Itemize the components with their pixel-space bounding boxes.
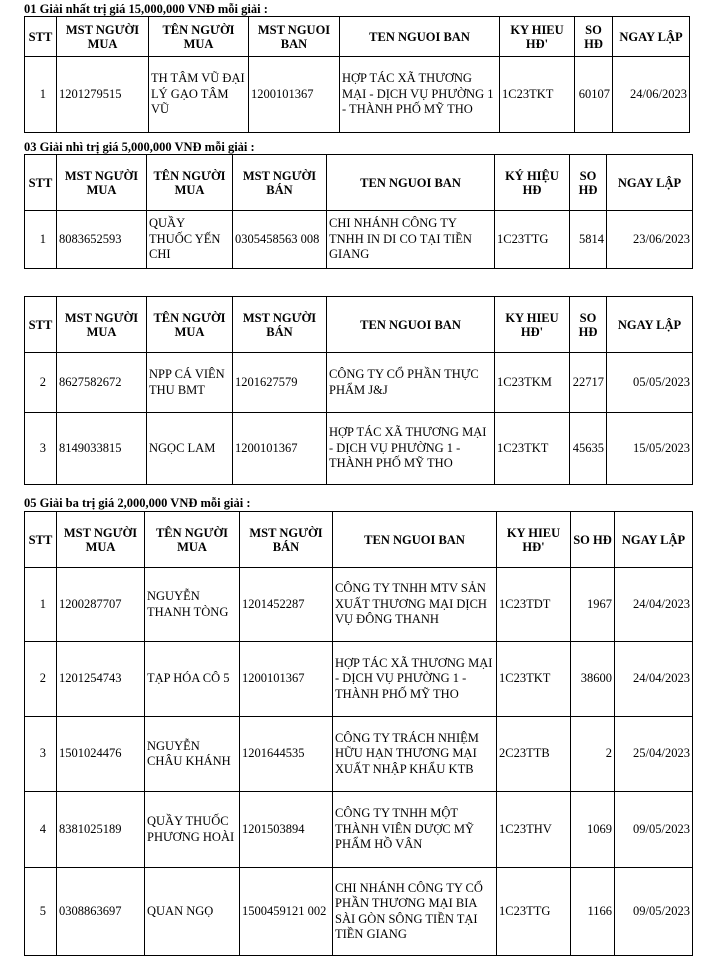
cell-ngay: 09/05/2023 [615, 868, 693, 956]
cell-ngay: 24/04/2023 [615, 642, 693, 717]
col-header-ngay: NGAY LẬP [607, 155, 693, 211]
cell-mst-mua: 1201279515 [57, 57, 149, 133]
col-header-ky-hieu: KY HIEU HĐ' [495, 297, 570, 353]
col-header-stt: STT [25, 17, 57, 57]
cell-ky-hieu: 1C23THV [497, 792, 571, 868]
col-header-ten-mua: TÊN NGƯỜI MUA [147, 297, 233, 353]
col-header-so: SO HĐ [575, 17, 613, 57]
col-header-mst-ban: MST NGƯỜI BÁN [240, 512, 333, 568]
cell-stt: 2 [25, 642, 57, 717]
col-header-stt: STT [25, 155, 57, 211]
cell-ky-hieu: 1C23TKT [500, 57, 575, 133]
cell-ten-mua: QUAN NGỌ [145, 868, 240, 956]
cell-ky-hieu: 2C23TTB [497, 717, 571, 792]
cell-ky-hieu: 1C23TDT [497, 568, 571, 642]
cell-mst-ban: 1500459121 002 [240, 868, 333, 956]
col-header-ten-mua: TÊN NGƯỜI MUA [147, 155, 233, 211]
cell-ten-mua: TẠP HÓA CÔ 5 [145, 642, 240, 717]
cell-mst-ban: 1201644535 [240, 717, 333, 792]
cell-ten-mua: NGUYỄN THANH TÒNG [145, 568, 240, 642]
cell-ten-mua: QUẦY THUỐC YẾN CHI [147, 211, 233, 269]
cell-ten-ban: HỢP TÁC XÃ THƯƠNG MẠI - DỊCH VỤ PHƯỜNG 1 - THÀNH PHỐ MỸ THO [327, 413, 495, 485]
cell-ten-mua: NGUYỄN CHÂU KHÁNH [145, 717, 240, 792]
cell-ten-ban: CÔNG TY TNHH MỘT THÀNH VIÊN DƯỢC MỸ PHẨM HỒ VÂN [333, 792, 497, 868]
cell-ngay: 25/04/2023 [615, 717, 693, 792]
table-row [25, 568, 693, 642]
cell-ten-ban: CHI NHÁNH CÔNG TY CỔ PHẦN THƯƠNG MẠI BIA SÀI GÒN SÔNG TIỀN TẠI TIỀN GIANG [333, 868, 497, 956]
cell-mst-ban: 0305458563 008 [233, 211, 327, 269]
cell-mst-ban: 1200101367 [240, 642, 333, 717]
cell-mst-mua: 1201254743 [57, 642, 145, 717]
cell-ngay: 15/05/2023 [607, 413, 693, 485]
cell-so: 22717 [570, 353, 607, 413]
cell-ngay: 23/06/2023 [607, 211, 693, 269]
col-header-ngay: NGAY LẬP [615, 512, 693, 568]
col-header-ky-hieu: KY HIEU HĐ' [497, 512, 571, 568]
cell-ngay: 09/05/2023 [615, 792, 693, 868]
col-header-so: SO HĐ [571, 512, 615, 568]
table-row [25, 792, 693, 868]
cell-ten-ban: HỢP TÁC XÃ THƯƠNG MẠI - DỊCH VỤ PHƯỜNG 1 - THÀNH PHỐ MỸ THO [333, 642, 497, 717]
col-header-ten-ban: TEN NGUOI BAN [327, 155, 495, 211]
cell-mst-ban: 1201503894 [240, 792, 333, 868]
cell-ten-mua: TH TÂM VŨ ĐẠI LÝ GẠO TÂM VŨ [149, 57, 249, 133]
table-row [25, 642, 693, 717]
col-header-ky-hieu: KÝ HIỆU HĐ [495, 155, 570, 211]
col-header-mst-mua: MST NGƯỜI MUA [57, 17, 149, 57]
col-header-ten-ban: TEN NGUOI BAN [327, 297, 495, 353]
col-header-ky-hieu: KY HIEU HĐ' [500, 17, 575, 57]
cell-ten-ban: CÔNG TY TNHH MTV SẢN XUẤT THƯƠNG MẠI DỊCH VỤ ĐÔNG THANH [333, 568, 497, 642]
cell-so: 1069 [571, 792, 615, 868]
col-header-mst-mua: MST NGƯỜI MUA [57, 155, 147, 211]
cell-ten-mua: NGỌC LAM [147, 413, 233, 485]
cell-ky-hieu: 1C23TKT [495, 413, 570, 485]
table-giai-nhi-a [24, 154, 693, 269]
cell-stt: 3 [25, 413, 57, 485]
cell-mst-mua: 8381025189 [57, 792, 145, 868]
cell-ten-ban: CHI NHÁNH CÔNG TY TNHH IN DI CO TẠI TIỀN GIANG [327, 211, 495, 269]
cell-mst-ban: 1200101367 [233, 413, 327, 485]
col-header-stt: STT [25, 297, 57, 353]
cell-mst-mua: 8149033815 [57, 413, 147, 485]
cell-so: 45635 [570, 413, 607, 485]
table-row [25, 413, 693, 485]
table-giai-nhat [24, 16, 690, 133]
col-header-ngay: NGAY LẬP [607, 297, 693, 353]
cell-ngay: 05/05/2023 [607, 353, 693, 413]
section-title-giai-ba: 05 Giải ba trị giá 2,000,000 VNĐ mỗi giải : [24, 496, 251, 510]
col-header-mst-ban: MST NGƯỜI BÁN [233, 297, 327, 353]
cell-ky-hieu: 1C23TKM [495, 353, 570, 413]
col-header-mst-mua: MST NGƯỜI MUA [57, 297, 147, 353]
cell-so: 38600 [571, 642, 615, 717]
cell-ten-mua: QUẦY THUỐC PHƯƠNG HOÀI [145, 792, 240, 868]
cell-mst-ban: 1201627579 [233, 353, 327, 413]
col-header-so: SO HĐ [570, 297, 607, 353]
cell-so: 60107 [575, 57, 613, 133]
cell-mst-ban: 1201452287 [240, 568, 333, 642]
cell-ten-ban: CÔNG TY TRÁCH NHIỆM HỮU HẠN THƯƠNG MẠI XUẤT NHẬP KHẨU KTB [333, 717, 497, 792]
col-header-ngay: NGAY LẬP [613, 17, 690, 57]
cell-mst-mua: 1501024476 [57, 717, 145, 792]
section-title-giai-nhi: 03 Giải nhì trị giá 5,000,000 VNĐ mỗi giải : [24, 140, 255, 154]
table-giai-nhi-b [24, 296, 693, 485]
cell-mst-mua: 0308863697 [57, 868, 145, 956]
table-row [25, 57, 690, 133]
col-header-ten-mua: TÊN NGƯỜI MUA [149, 17, 249, 57]
col-header-so: SO HĐ [570, 155, 607, 211]
cell-ky-hieu: 1C23TTG [495, 211, 570, 269]
cell-ngay: 24/06/2023 [613, 57, 690, 133]
section-title-giai-nhat: 01 Giải nhất trị giá 15,000,000 VNĐ mỗi giải : [24, 2, 268, 16]
cell-stt: 1 [25, 568, 57, 642]
cell-stt: 1 [25, 211, 57, 269]
cell-ky-hieu: 1C23TKT [497, 642, 571, 717]
cell-ten-mua: NPP CÁ VIÊN THU BMT [147, 353, 233, 413]
cell-so: 1166 [571, 868, 615, 956]
col-header-ten-mua: TÊN NGƯỜI MUA [145, 512, 240, 568]
col-header-ten-ban: TEN NGUOI BAN [340, 17, 500, 57]
cell-so: 1967 [571, 568, 615, 642]
cell-stt: 2 [25, 353, 57, 413]
cell-stt: 4 [25, 792, 57, 868]
cell-so: 2 [571, 717, 615, 792]
col-header-ten-ban: TEN NGUOI BAN [333, 512, 497, 568]
col-header-mst-ban: MST NGUOI BAN [249, 17, 340, 57]
cell-ten-ban: CÔNG TY CỔ PHẦN THỰC PHẨM J&J [327, 353, 495, 413]
cell-mst-mua: 8627582672 [57, 353, 147, 413]
cell-ten-ban: HỢP TÁC XÃ THƯƠNG MẠI - DỊCH VỤ PHƯỜNG 1 - THÀNH PHỐ MỸ THO [340, 57, 500, 133]
col-header-mst-ban: MST NGƯỜI BÁN [233, 155, 327, 211]
cell-ky-hieu: 1C23TTG [497, 868, 571, 956]
table-giai-ba [24, 511, 693, 956]
cell-stt: 5 [25, 868, 57, 956]
col-header-stt: STT [25, 512, 57, 568]
cell-stt: 3 [25, 717, 57, 792]
table-row [25, 717, 693, 792]
cell-mst-ban: 1200101367 [249, 57, 340, 133]
table-row [25, 211, 693, 269]
cell-so: 5814 [570, 211, 607, 269]
cell-ngay: 24/04/2023 [615, 568, 693, 642]
col-header-mst-mua: MST NGƯỜI MUA [57, 512, 145, 568]
cell-mst-mua: 1200287707 [57, 568, 145, 642]
cell-stt: 1 [25, 57, 57, 133]
cell-mst-mua: 8083652593 [57, 211, 147, 269]
table-row [25, 353, 693, 413]
table-row [25, 868, 693, 956]
